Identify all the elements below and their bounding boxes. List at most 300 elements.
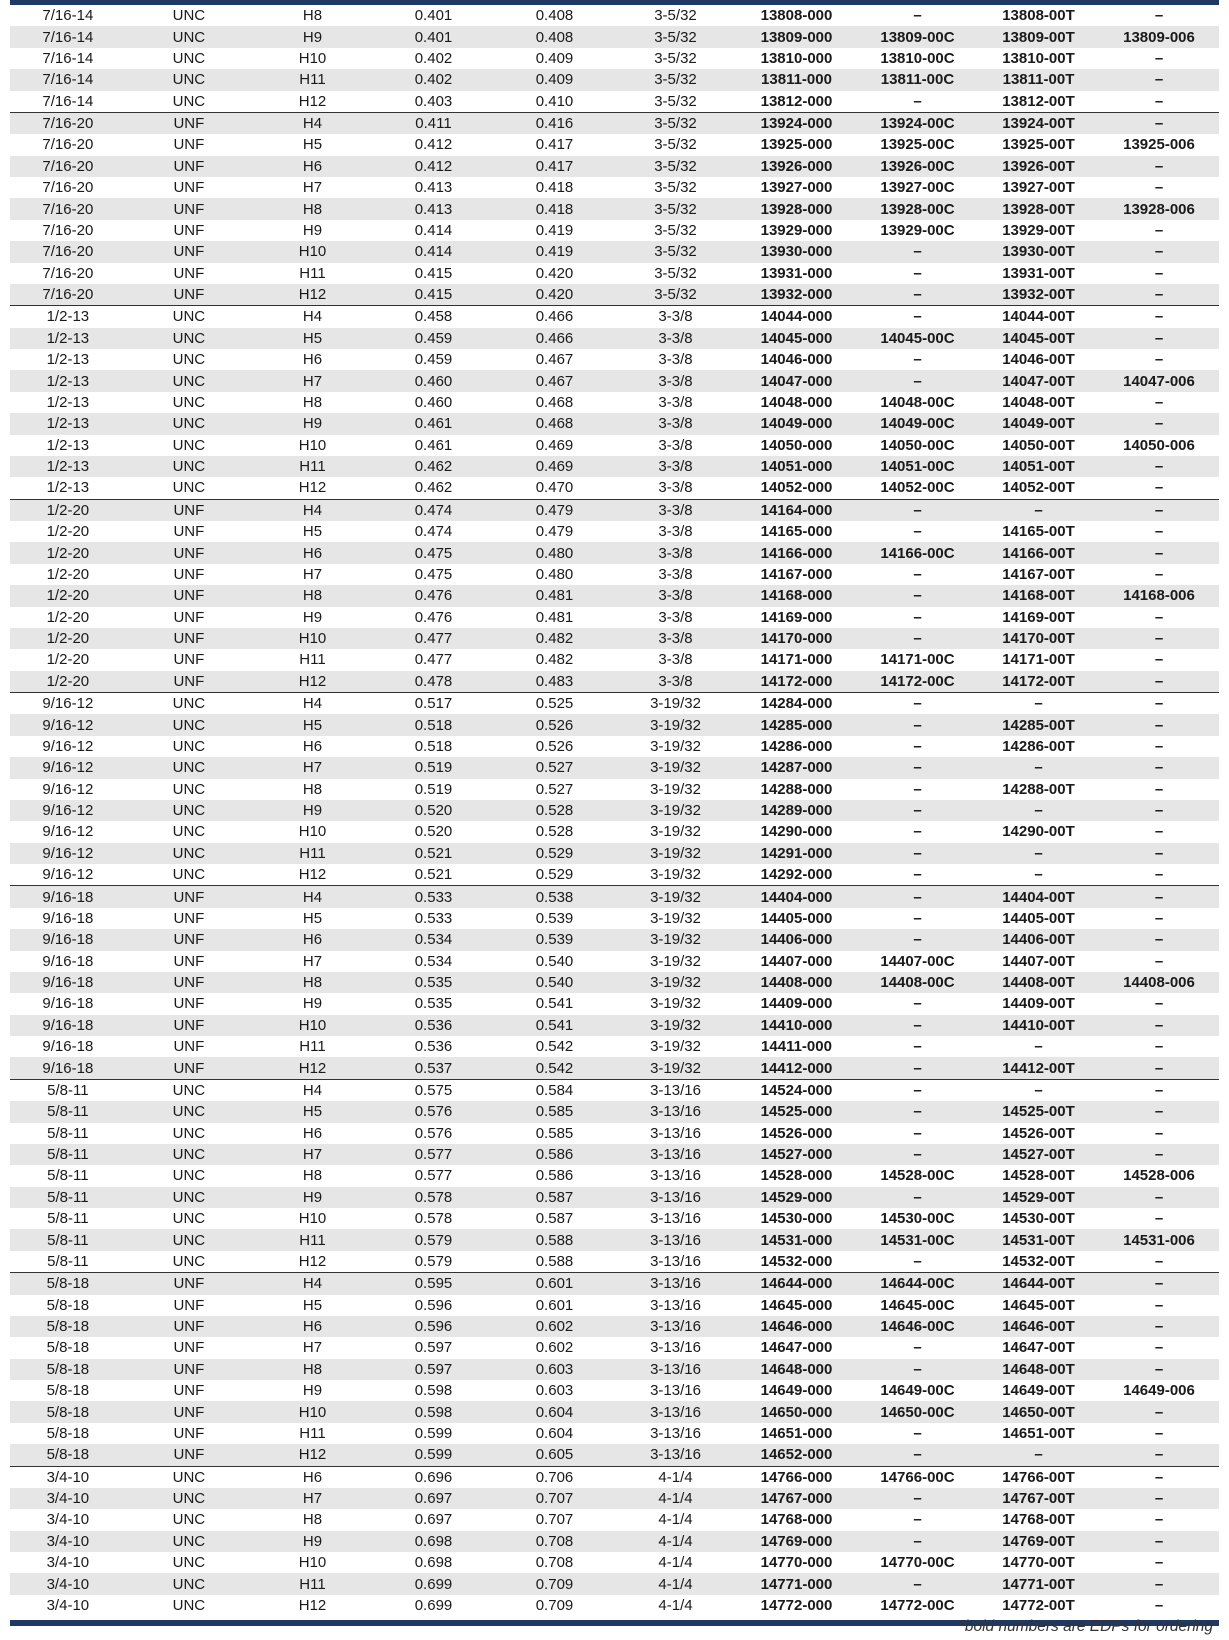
table-cell: 13926-00T [978,156,1099,177]
table-cell: 14772-00T [1002,1596,1075,1614]
table-row [10,886,1219,908]
table-cell: 14648-00T [978,1359,1099,1380]
table-cell: – [1099,693,1219,715]
table-cell: 14172-000 [736,671,857,693]
table-cell: 13925-006 [1123,136,1195,154]
table-cell: UNC [172,1167,206,1185]
table-cell: 0.525 [494,693,615,715]
table-cell: 14172-00C [857,671,978,693]
table-cell: 14767-00T [978,1488,1099,1509]
table-cell: 3/4-10 [10,1466,126,1488]
table-cell: 14288-00T [1002,780,1075,798]
table-cell: UNC [126,1144,252,1165]
table-cell: 14165-000 [760,523,833,541]
table-cell: UNF [173,1038,205,1056]
table-cell: 0.587 [494,1187,615,1208]
table-cell: 13929-000 [760,221,833,239]
table-cell: – [913,7,922,25]
table-cell: 0.413 [373,198,494,219]
table-row [10,477,1219,499]
table-cell: – [913,995,922,1013]
table-cell: UNF [173,136,205,154]
table-cell: 3-3/8 [615,413,736,434]
table-cell: 0.599 [373,1444,494,1466]
table-cell: UNC [126,413,252,434]
table-cell: H8 [302,1167,323,1185]
table-cell: 0.602 [535,1339,574,1357]
table-cell: H5 [302,1296,323,1314]
table-body [10,5,1219,1616]
table-cell: 14646-00C [857,1316,978,1337]
table-cell: 14165-00T [1002,523,1075,541]
table-row [10,91,1219,113]
table-cell: 0.408 [535,7,574,25]
table-cell: – [1154,1124,1164,1142]
table-cell: 14525-00T [978,1101,1099,1122]
table-cell: 3-5/32 [654,92,697,110]
table-cell: H5 [252,714,373,735]
table-cell: 3-19/32 [650,1038,701,1056]
table-cell: 1/2-20 [46,608,90,626]
table-cell: 14049-00T [978,413,1099,434]
table-cell: UNF [173,264,205,282]
table-cell: 3-19/32 [650,780,701,798]
table-cell: 13927-000 [760,179,833,197]
table-cell: 14290-000 [760,823,833,841]
table-cell: 14166-00C [857,542,978,563]
table-cell: H4 [252,112,373,134]
table-cell: 5/8-18 [46,1296,90,1314]
table-cell: 0.527 [494,757,615,778]
table-cell: 7/16-20 [42,179,94,197]
table-cell: 14408-000 [736,972,857,993]
table-cell: 3-19/32 [615,972,736,993]
table-cell: – [1154,866,1164,884]
table-cell: 14170-000 [736,628,857,649]
table-cell: 0.458 [373,306,494,328]
table-cell: 14650-00T [978,1401,1099,1422]
table-cell: 14171-00C [880,651,955,669]
table-row [10,370,1219,391]
table-cell: 3-19/32 [615,693,736,715]
table-cell: – [913,523,922,541]
table-row [10,177,1219,198]
table-cell: – [1099,456,1219,477]
table-cell: – [1099,306,1219,328]
table-cell: 14408-006 [1099,972,1219,993]
table-cell: 0.466 [494,328,615,349]
table-cell: 3-13/16 [650,1296,701,1314]
table-cell: H8 [302,7,323,25]
table-cell: 14404-000 [736,886,857,908]
table-cell: 14409-000 [760,995,833,1013]
table-cell: – [978,757,1099,778]
table-cell: – [913,1424,922,1442]
table-cell: 0.539 [535,909,574,927]
table-cell: UNC [172,393,206,411]
table-cell: 0.520 [414,823,453,841]
table-cell: 3-3/8 [615,671,736,693]
table-cell: 0.602 [494,1316,615,1337]
table-cell: H10 [298,823,327,841]
table-cell: 14651-000 [760,1424,833,1442]
table-row [10,413,1219,434]
table-cell: 3-13/16 [615,1229,736,1250]
table-cell: H8 [252,972,373,993]
table-cell: 14170-00T [978,628,1099,649]
table-cell: 3-13/16 [650,1424,701,1442]
table-cell: 7/16-20 [10,156,126,177]
table-cell: 7/16-14 [10,26,126,47]
table-row [10,779,1219,800]
table-cell: UNF [173,565,205,583]
table-cell: 3-19/32 [650,737,701,755]
table-cell: 14769-00T [978,1531,1099,1552]
table-cell: H4 [252,306,373,328]
table-cell: – [1154,565,1164,583]
table-row [10,843,1219,864]
table-cell: 14644-000 [736,1273,857,1295]
table-cell: – [1099,328,1219,349]
table-row [10,1531,1219,1552]
table-cell: – [857,693,978,715]
table-cell: 0.403 [414,92,453,110]
table-cell: 0.408 [494,26,615,47]
table-cell: 14649-00T [1002,1382,1075,1400]
table-cell: 3-3/8 [615,542,736,563]
table-cell: H4 [252,693,373,715]
table-cell: H9 [302,1382,323,1400]
table-cell: – [1099,542,1219,563]
table-cell: H12 [298,1252,327,1270]
table-cell: 14412-00T [978,1057,1099,1079]
table-cell: – [1154,351,1164,369]
table-cell: 3-5/32 [654,49,697,67]
table-cell: 0.585 [535,1124,574,1142]
table-cell: 9/16-12 [10,757,126,778]
table-cell: UNC [126,328,252,349]
table-cell: 14049-000 [736,413,857,434]
table-cell: 1/2-13 [10,370,126,391]
table-cell: 5/8-11 [47,1252,89,1270]
table-cell: 14526-000 [760,1124,833,1142]
table-cell: 3-5/32 [654,7,697,25]
table-cell: H11 [299,1038,326,1056]
table-cell: 7/16-14 [42,7,94,25]
table-cell: 3/4-10 [46,1554,90,1572]
table-cell: 9/16-18 [10,972,126,993]
table-row [10,328,1219,349]
table-cell: 0.708 [494,1531,615,1552]
table-cell: H8 [252,1359,373,1380]
table-cell: UNC [172,823,206,841]
table-cell: 0.482 [535,651,574,669]
table-cell: 0.604 [494,1401,615,1422]
table-cell: 9/16-12 [10,714,126,735]
table-row [10,800,1219,821]
table-cell: 0.598 [414,1382,453,1400]
table-row [10,1079,1219,1101]
table-cell: – [857,284,978,306]
table-cell: 0.536 [373,1015,494,1036]
table-cell: – [1034,1038,1043,1056]
table-cell: 0.577 [414,1167,453,1185]
table-cell: 14050-00T [1002,436,1075,454]
table-cell: UNF [126,1015,252,1036]
table-cell: 14528-00T [1002,1167,1075,1185]
table-cell: 0.518 [414,737,453,755]
table-cell: 13925-000 [760,136,833,154]
table-cell: 13810-000 [760,49,833,67]
table-cell: UNF [126,112,252,134]
table-cell: 5/8-11 [47,1167,89,1185]
table-cell: 0.603 [494,1359,615,1380]
table-cell: – [857,370,978,391]
table-cell: H6 [252,542,373,563]
table-cell: 13809-00T [978,26,1099,47]
table-cell: UNC [126,456,252,477]
table-cell: 0.415 [414,264,453,282]
table-cell: UNC [126,26,252,47]
table-cell: 14051-000 [736,456,857,477]
table-cell: 0.470 [535,479,574,497]
table-cell: 1/2-20 [46,651,90,669]
table-cell: 1/2-20 [10,585,126,606]
table-cell: H7 [302,179,323,197]
table-cell: – [1034,866,1043,884]
table-cell: – [1099,499,1219,521]
table-cell: 13931-000 [760,264,833,282]
table-cell: 0.596 [414,1296,453,1314]
table-cell: H7 [302,565,323,583]
table-cell: – [1099,800,1219,821]
table-cell: UNF [126,1444,252,1466]
table-cell: 0.587 [535,1210,574,1228]
table-row [10,134,1219,155]
table-cell: – [1154,1596,1164,1614]
table-cell: 14770-000 [760,1554,833,1572]
table-cell: 14532-000 [760,1252,833,1270]
table-cell: UNF [126,671,252,693]
table-cell: 5/8-18 [10,1401,126,1422]
table-cell: 0.418 [535,179,574,197]
table-cell: 0.707 [494,1488,615,1509]
table-cell: 14169-000 [760,608,833,626]
table-cell: UNF [126,886,252,908]
table-cell: 9/16-18 [42,909,94,927]
table-cell: UNF [126,499,252,521]
table-cell: 5/8-11 [47,1210,89,1228]
table-cell: 1/2-13 [46,479,90,497]
table-cell: – [857,757,978,778]
table-cell: 9/16-12 [42,780,94,798]
table-row [10,112,1219,134]
table-cell: 5/8-18 [46,1424,90,1442]
table-cell: 0.539 [494,929,615,950]
table-cell: 0.479 [494,499,615,521]
table-cell: 13809-006 [1099,26,1219,47]
table-cell: 9/16-18 [42,952,94,970]
table-cell: 14168-00T [978,585,1099,606]
table-row [10,951,1219,972]
table-cell: UNF [126,929,252,950]
table-cell: 14167-000 [760,565,833,583]
table-cell: 7/16-20 [42,221,94,239]
table-cell: UNC [126,1466,252,1488]
table-cell: 14771-000 [736,1573,857,1594]
table-cell: – [1154,49,1164,67]
table-row [10,1401,1219,1422]
table-cell: 0.477 [414,651,453,669]
table-cell: 14646-000 [736,1316,857,1337]
table-row [10,1337,1219,1358]
table-cell: 0.402 [414,49,453,67]
table-cell: UNC [126,757,252,778]
table-cell: – [1099,1187,1219,1208]
table-cell: 7/16-14 [42,92,94,110]
table-cell: UNC [172,780,206,798]
table-row [10,693,1219,715]
table-cell: UNF [126,628,252,649]
table-cell: – [978,693,1099,715]
table-cell: UNC [126,1488,252,1509]
table-cell: 3/4-10 [10,1488,126,1509]
table-cell: 4-1/4 [658,1554,693,1572]
table-cell: 0.598 [373,1401,494,1422]
table-cell: 0.475 [414,565,453,583]
table-cell: UNF [173,1382,205,1400]
table-cell: 13812-00T [1002,92,1075,110]
table-cell: 14285-000 [736,714,857,735]
table-cell: 14766-00C [857,1466,978,1488]
table-cell: 7/16-20 [42,136,94,154]
table-row [10,1123,1219,1144]
table-cell: – [913,909,922,927]
table-cell: H12 [252,1444,373,1466]
table-cell: 0.475 [373,542,494,563]
table-cell: 14406-000 [736,929,857,950]
table-cell: 3-19/32 [650,823,701,841]
table-cell: 0.476 [414,608,453,626]
table-cell: UNC [126,1229,252,1250]
table-cell: UNC [126,69,252,90]
table-cell: 0.467 [535,351,574,369]
table-cell: 0.535 [373,972,494,993]
table-row [10,1509,1219,1530]
table-cell: – [1099,1573,1219,1594]
table-cell: – [1099,1531,1219,1552]
table-cell: 0.604 [535,1424,574,1442]
table-cell: 3-19/32 [615,714,736,735]
table-cell: UNF [173,179,205,197]
table-row [10,1316,1219,1337]
table-cell: 0.401 [373,26,494,47]
table-cell: 5/8-18 [46,1382,90,1400]
table-cell: – [1099,843,1219,864]
table-cell: 4-1/4 [615,1531,736,1552]
table-cell: – [1099,714,1219,735]
table-cell: 3-13/16 [615,1316,736,1337]
table-cell: UNC [172,737,206,755]
table-cell: – [857,714,978,735]
table-cell: 1/2-13 [10,306,126,328]
table-row [10,671,1219,693]
table-cell: 0.541 [494,1015,615,1036]
table-cell: 0.603 [535,1382,574,1400]
table-cell: H6 [302,351,323,369]
table-cell: UNC [172,7,206,25]
table-cell: 14050-00C [880,436,955,454]
table-cell: 14166-000 [736,542,857,563]
table-cell: 3-5/32 [654,221,697,239]
table-cell: 3-13/16 [615,1079,736,1101]
table-cell: UNC [126,800,252,821]
table-cell: 0.417 [494,156,615,177]
table-cell: UNF [126,1401,252,1422]
table-cell: UNC [172,1252,206,1270]
table-cell: 14530-00T [1002,1210,1075,1228]
table-cell: 14531-00T [978,1229,1099,1250]
table-cell: 9/16-18 [10,1057,126,1079]
table-cell: 14767-000 [736,1488,857,1509]
table-cell: 5/8-18 [10,1444,126,1466]
table-cell: 0.476 [373,585,494,606]
table-cell: 13925-00C [880,136,955,154]
table-cell: 0.697 [414,1511,453,1529]
table-cell: 14650-000 [736,1401,857,1422]
table-cell: 3-3/8 [615,628,736,649]
table-cell: UNF [126,1057,252,1079]
table-cell: H11 [252,1573,373,1594]
table-cell: UNC [126,1531,252,1552]
table-cell: H6 [252,1316,373,1337]
table-cell: 13931-00T [1002,264,1075,282]
table-cell: – [1099,671,1219,693]
tap-table-sheet [10,0,1219,1626]
table-cell: 3-3/8 [658,479,693,497]
table-cell: 3-3/8 [615,585,736,606]
table-cell: – [857,800,978,821]
table-cell: 0.414 [373,241,494,262]
table-cell: – [978,499,1099,521]
table-cell: 3/4-10 [10,1531,126,1552]
table-row [10,1229,1219,1250]
table-cell: 14772-000 [760,1596,833,1614]
table-cell: – [857,499,978,521]
table-cell: 3-19/32 [650,909,701,927]
table-cell: – [1099,156,1219,177]
table-cell: 0.599 [414,1424,453,1442]
table-row [10,156,1219,177]
table-cell: 0.402 [373,69,494,90]
table-cell: – [1099,1359,1219,1380]
table-cell: H8 [302,1511,323,1529]
table-cell: 14166-00T [978,542,1099,563]
table-row [10,908,1219,929]
table-cell: 1/2-13 [46,393,90,411]
table-row [10,1488,1219,1509]
table-cell: 0.578 [414,1210,453,1228]
table-cell: – [1099,1488,1219,1509]
table-cell: UNC [172,49,206,67]
table-cell: 3-5/32 [615,284,736,306]
table-row [10,564,1219,585]
table-cell: 14046-000 [760,351,833,369]
table-cell: – [1099,886,1219,908]
table-cell: H4 [252,886,373,908]
table-cell: – [913,92,922,110]
table-cell: 0.540 [535,952,574,970]
